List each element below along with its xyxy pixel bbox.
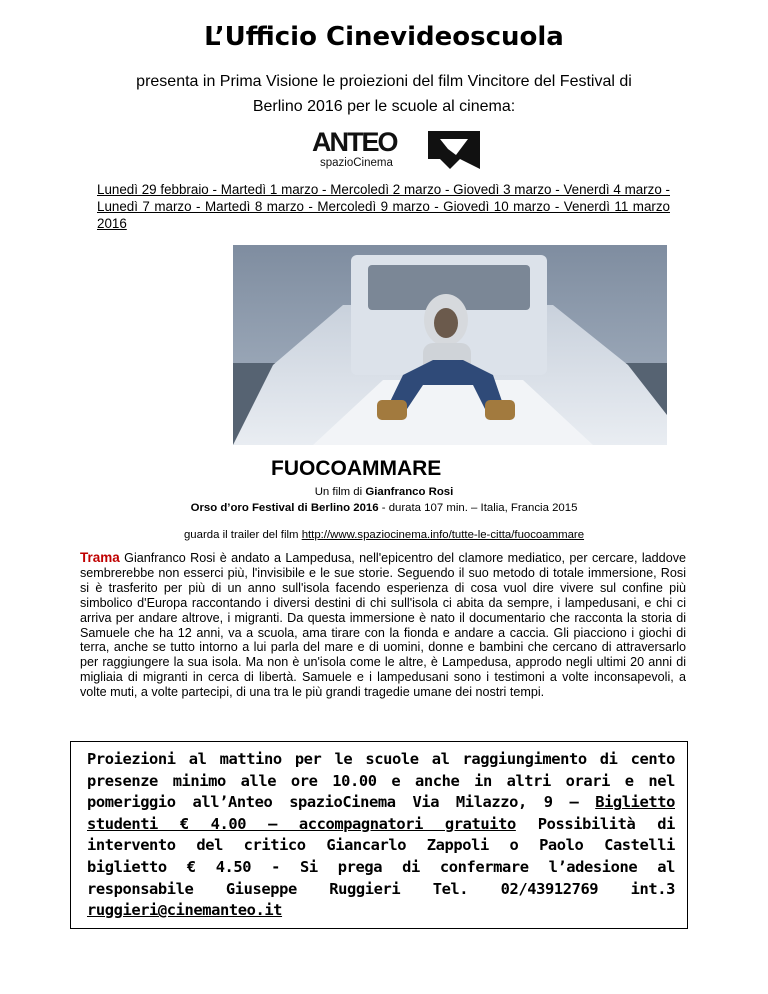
anteo-logo [310, 125, 480, 171]
film-details: - durata 107 min. – Italia, Francia 2015 [378, 502, 578, 514]
page-title: L’Ufficio Cinevideoscuola [204, 22, 564, 52]
logo-sub: spazioCinema [320, 157, 393, 169]
plot-section [80, 551, 686, 700]
info-box [70, 741, 688, 929]
film-award: Orso d’oro Festival di Berlino 2016 [190, 502, 379, 514]
film-still-image [233, 245, 667, 445]
screening-dates: Lunedì 29 febbraio - Martedì 1 marzo - Mercoledì 2 marzo - Giovedì 3 marzo - Venerdì 4 marzo - Lunedì 7 marzo - Martedì 8 marzo - Mercoledì 9 marzo - Giovedì 10 marzo - Venerdì 11 marzo 2016 [97, 182, 670, 231]
film-director: Gianfranco Rosi [365, 486, 454, 498]
info-part-2: Possibilità di intervento del critico Giancarlo Zappoli o Paolo Castelli biglietto € 4.50 - Si prega di confermare l’adesione al responsabile Giuseppe Ruggieri Tel. 02/43912769 int.3 [87, 814, 675, 898]
intro-text [60, 69, 708, 119]
plot-text: Gianfranco Rosi è andato a Lampedusa, nell'epicentro del clamore mediatico, per cercare, laddove sembrerebbe non esserci più, l'invisibile e le sue storie. Seguendo il suo metodo di totale immersione, Rosi si è trasferito per più di un anno sull'isola facendo esperienza di cosa vuol dire vivere sul confine più simbolico d'Europa raccontando i diversi destini di chi sull'isola ci abita da sempre, i lampedusani, e chi ci arriva per andare altrove, i migranti. Da questa immersione è nato il documentario che racconta la storia di Samuele che ha 12 anni, va a scuola, ama tirare con la fionda e andare a caccia. Gli piacciono i giochi di terra, anche se tutto intorno a lui parla del mare e di uomini, donne e bambini che cercano di attraversarlo per raggiungere la sua isola. Ma non è un'isola come le altre, è Lampedusa, approdo negli ultimi 20 anni di migliaia di migranti in cerca di libertà. Samuele e i lampedusani sono i testimoni a volte inconsapevoli, a volte muti, a volte partecipi, di una tra le più grandi tragedie umane dei nostri tempi. [80, 551, 686, 700]
trailer-line [0, 529, 768, 541]
intro-line-2: Berlino 2016 per le scuole al cinema: [252, 98, 516, 115]
trailer-link[interactable]: http://www.spaziocinema.info/tutte-le-citta/fuocoammare [301, 529, 585, 541]
ticket-price: Biglietto studenti € 4.00 – accompagnatori gratuito [87, 793, 675, 833]
contact-email-link[interactable]: ruggieri@cinemanteo.it [87, 901, 283, 920]
plot-label: Trama [80, 550, 120, 565]
info-box-text [87, 749, 675, 922]
film-award-line [0, 502, 768, 514]
film-title: FUOCOAMMARE [271, 457, 442, 480]
info-part-1: Proiezioni al mattino per le scuole al raggiungimento di cento presenze minimo alle ore 10.00 e anche in altri orari e nel pomeriggio all’Anteo spazioCinema Via Milazzo, 9 – [87, 750, 675, 812]
logo-brand: ANTEO [312, 127, 397, 157]
trailer-prefix: guarda il trailer del film [183, 529, 302, 541]
film-director-line [0, 486, 768, 498]
intro-line-1: presenta in Prima Visione le proiezioni del film Vincitore del Festival di [136, 73, 632, 90]
film-by-prefix: Un film di [314, 486, 366, 498]
